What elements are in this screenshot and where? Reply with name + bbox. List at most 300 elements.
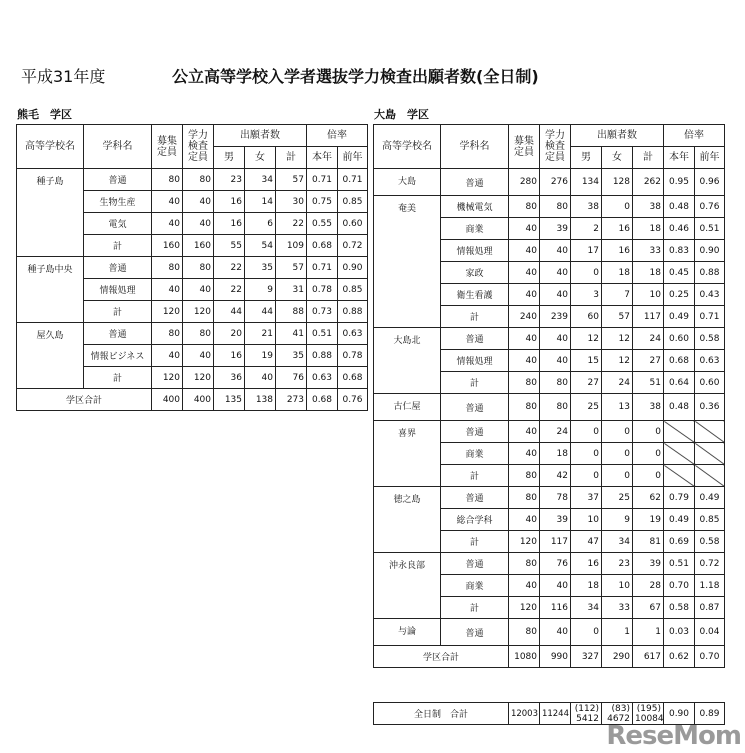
district-total-cell: 327 [571,646,602,668]
district-total-cell: 400 [183,389,214,411]
table-row [374,394,725,421]
district-total-this-year: 0.62 [664,646,695,668]
last-year-ratio: 0.36 [695,394,725,421]
col-school: 高等学校名 [374,125,441,169]
table-row [17,169,368,191]
test-quota-cell: 80 [540,394,571,421]
table-row [17,323,368,345]
male-cell: 16 [214,191,245,213]
total-cell: 39 [633,553,664,575]
empty-diagonal-cell [695,443,725,465]
district-total-cell: 400 [152,389,183,411]
col-dept: 学科名 [441,125,509,169]
female-cell: 57 [602,306,633,328]
empty-diagonal-cell [695,465,725,487]
school-name: 与論 [374,619,441,646]
last-year-ratio: 0.68 [338,367,368,389]
last-year-ratio: 0.49 [695,487,725,509]
test-quota-cell: 39 [540,509,571,531]
test-quota-cell: 117 [540,531,571,553]
dept-name: 衛生看護 [441,284,509,306]
this-year-ratio: 0.68 [307,235,338,257]
test-quota-cell: 40 [183,279,214,301]
last-year-ratio: 0.88 [695,262,725,284]
test-quota-cell: 160 [183,235,214,257]
last-year-ratio: 0.58 [695,531,725,553]
grand-total-last-year: 0.89 [695,703,725,725]
male-cell: 22 [214,257,245,279]
this-year-ratio: 0.25 [664,284,695,306]
col-total: 計 [633,147,664,169]
male-cell: 10 [571,509,602,531]
total-cell: 262 [633,169,664,196]
female-cell: 25 [602,487,633,509]
female-value: 4672 [607,713,630,724]
test-quota-cell: 40 [183,345,214,367]
col-total: 計 [276,147,307,169]
male-cell: 60 [571,306,602,328]
last-year-ratio: 0.87 [695,597,725,619]
dept-name: 計 [84,235,152,257]
col-quota: 募集定員 [509,125,540,169]
this-year-ratio: 0.55 [307,213,338,235]
female-cell: 34 [602,531,633,553]
this-year-ratio: 0.75 [307,191,338,213]
district-total-cell: 138 [245,389,276,411]
test-quota-cell: 40 [540,328,571,350]
district-total-label: 学区合計 [17,389,152,411]
dept-name: 商業 [441,575,509,597]
total-cell: 35 [276,345,307,367]
col-male: 男 [571,147,602,169]
last-year-ratio: 0.72 [695,553,725,575]
female-cell: 0 [602,196,633,218]
test-quota-cell: 80 [540,196,571,218]
dept-name: 普通 [441,487,509,509]
district-total-label: 学区合計 [374,646,509,668]
school-name: 大島 [374,169,441,196]
grand-total-label: 全日制 合計 [374,703,509,725]
last-year-ratio: 0.85 [695,509,725,531]
empty-diagonal-cell [664,443,695,465]
total-cell: 19 [633,509,664,531]
this-year-ratio: 0.45 [664,262,695,284]
male-cell: 0 [571,262,602,284]
total-cell: 18 [633,262,664,284]
dept-name: 普通 [441,169,509,196]
total-cell: 1 [633,619,664,646]
female-cell: 24 [602,372,633,394]
quota-cell: 80 [509,487,540,509]
district-total-cell: 617 [633,646,664,668]
female-cell: 12 [602,350,633,372]
total-cell: 57 [276,257,307,279]
header-row [374,125,725,147]
total-cell: 117 [633,306,664,328]
test-quota-cell: 80 [183,323,214,345]
dept-name: 電気 [84,213,152,235]
total-cell: 38 [633,394,664,421]
col-test-quota: 学力検査定員 [183,125,214,169]
female-cell: 18 [602,262,633,284]
female-cell: 6 [245,213,276,235]
col-applicants: 出願者数 [214,125,307,147]
quota-cell: 80 [509,465,540,487]
test-quota-cell: 40 [183,213,214,235]
dept-name: 計 [441,597,509,619]
col-last-year: 前年 [338,147,368,169]
district-total-cell: 1080 [509,646,540,668]
test-quota-cell: 42 [540,465,571,487]
table-row [374,487,725,509]
female-cell: 0 [602,465,633,487]
last-year-ratio: 0.51 [695,218,725,240]
female-cell: 54 [245,235,276,257]
this-year-ratio: 0.51 [664,553,695,575]
dept-name: 計 [84,367,152,389]
school-name: 屋久島 [17,323,84,389]
district-total-this-year: 0.68 [307,389,338,411]
male-cell: 37 [571,487,602,509]
this-year-ratio: 0.78 [307,279,338,301]
last-year-ratio: 0.63 [338,323,368,345]
district-total-last-year: 0.70 [695,646,725,668]
dept-name: 情報処理 [441,350,509,372]
test-quota-cell: 120 [183,301,214,323]
test-quota-cell: 76 [540,553,571,575]
this-year-ratio: 0.63 [307,367,338,389]
female-cell: 9 [245,279,276,301]
male-cell: 25 [571,394,602,421]
quota-cell: 40 [509,509,540,531]
year-label: 平成31年度 [21,67,106,86]
this-year-ratio: 0.71 [307,169,338,191]
last-year-ratio: 0.96 [695,169,725,196]
quota-cell: 40 [152,345,183,367]
male-cell: 22 [214,279,245,301]
this-year-ratio: 0.51 [307,323,338,345]
last-year-ratio: 0.04 [695,619,725,646]
this-year-ratio: 0.71 [307,257,338,279]
female-cell: 1 [602,619,633,646]
school-name: 喜界 [374,421,441,487]
last-year-ratio: 0.78 [338,345,368,367]
test-quota-cell: 39 [540,218,571,240]
male-cell: 16 [571,553,602,575]
male-cell: 18 [571,575,602,597]
last-year-ratio: 0.88 [338,301,368,323]
last-year-ratio: 0.71 [338,169,368,191]
col-dept: 学科名 [84,125,152,169]
quota-cell: 40 [152,279,183,301]
total-cell: 27 [633,350,664,372]
this-year-ratio: 0.83 [664,240,695,262]
male-cell: 36 [214,367,245,389]
total-cell: 38 [633,196,664,218]
dept-name: 計 [84,301,152,323]
col-applicants: 出願者数 [571,125,664,147]
total-cell: 0 [633,421,664,443]
total-cell: 62 [633,487,664,509]
oshima-district-table [373,124,725,668]
grand-total-quota: 12003 [509,703,540,725]
total-cell: 18 [633,218,664,240]
male-cell: 44 [214,301,245,323]
male-cell: 0 [571,421,602,443]
dept-name: 情報ビジネス [84,345,152,367]
test-quota-cell: 276 [540,169,571,196]
test-quota-cell: 40 [540,240,571,262]
col-test-quota: 学力検査定員 [540,125,571,169]
dept-name: 計 [441,306,509,328]
dept-name: 総合学科 [441,509,509,531]
district-total-cell: 273 [276,389,307,411]
test-quota-cell: 80 [183,257,214,279]
female-cell: 16 [602,240,633,262]
male-cell: 0 [571,443,602,465]
dept-name: 普通 [84,169,152,191]
dept-name: 普通 [441,328,509,350]
test-quota-cell: 40 [183,191,214,213]
quota-cell: 80 [152,169,183,191]
school-name: 奄美 [374,196,441,328]
school-name: 大島北 [374,328,441,394]
last-year-ratio: 0.85 [338,279,368,301]
total-cell: 28 [633,575,664,597]
table-row [374,619,725,646]
dept-name: 計 [441,531,509,553]
quota-cell: 40 [509,421,540,443]
district-total-row [17,389,368,411]
male-cell: 134 [571,169,602,196]
col-ratio: 倍率 [307,125,368,147]
female-prev-value: (83) [611,703,630,714]
this-year-ratio: 0.95 [664,169,695,196]
male-prev-value: (112) [574,703,599,714]
female-cell: 21 [245,323,276,345]
district-total-cell: 290 [602,646,633,668]
quota-cell: 120 [152,367,183,389]
table-row [374,196,725,218]
male-cell: 15 [571,350,602,372]
grand-total-this-year: 0.90 [664,703,695,725]
district-total-last-year: 0.76 [338,389,368,411]
district-label-oshima: 大島 学区 [374,108,429,121]
male-cell: 17 [571,240,602,262]
total-cell: 57 [276,169,307,191]
table-row [374,553,725,575]
dept-name: 普通 [84,257,152,279]
quota-cell: 80 [152,323,183,345]
quota-cell: 40 [152,191,183,213]
dept-name: 情報処理 [84,279,152,301]
female-cell: 9 [602,509,633,531]
empty-diagonal-cell [695,421,725,443]
male-cell: 12 [571,328,602,350]
school-name: 沖永良部 [374,553,441,619]
total-cell: 30 [276,191,307,213]
empty-diagonal-cell [664,421,695,443]
col-female: 女 [602,147,633,169]
test-quota-cell: 78 [540,487,571,509]
quota-cell: 40 [152,213,183,235]
female-cell: 14 [245,191,276,213]
female-cell: 19 [245,345,276,367]
this-year-ratio: 0.49 [664,306,695,328]
test-quota-cell: 116 [540,597,571,619]
quota-cell: 40 [509,218,540,240]
quota-cell: 40 [509,328,540,350]
this-year-ratio: 0.68 [664,350,695,372]
col-ratio: 倍率 [664,125,725,147]
dept-name: 普通 [441,619,509,646]
quota-cell: 40 [509,284,540,306]
last-year-ratio: 0.63 [695,350,725,372]
last-year-ratio: 0.71 [695,306,725,328]
this-year-ratio: 0.88 [307,345,338,367]
quota-cell: 40 [509,575,540,597]
col-this-year: 本年 [307,147,338,169]
table-row [374,169,725,196]
resemom-watermark-logo: ReseMom [606,721,741,751]
test-quota-cell: 40 [540,619,571,646]
kumage-district-table [16,124,368,411]
school-name: 種子島中央 [17,257,84,323]
dept-name: 商業 [441,443,509,465]
quota-cell: 80 [509,553,540,575]
empty-diagonal-cell [664,465,695,487]
female-cell: 128 [602,169,633,196]
district-total-cell: 990 [540,646,571,668]
dept-name: 普通 [441,421,509,443]
total-value: 10084 [635,713,664,724]
male-cell: 27 [571,372,602,394]
last-year-ratio: 0.58 [695,328,725,350]
last-year-ratio: 0.76 [695,196,725,218]
male-cell: 23 [214,169,245,191]
quota-cell: 120 [152,301,183,323]
female-cell: 23 [602,553,633,575]
grand-total-test-quota: 11244 [540,703,571,725]
male-cell: 55 [214,235,245,257]
male-cell: 20 [214,323,245,345]
female-cell: 0 [602,443,633,465]
total-cell: 76 [276,367,307,389]
district-total-row [374,646,725,668]
male-value: 5412 [576,713,599,724]
this-year-ratio: 0.58 [664,597,695,619]
male-cell: 0 [571,619,602,646]
dept-name: 機械電気 [441,196,509,218]
quota-cell: 80 [509,619,540,646]
table-row [374,328,725,350]
male-cell: 16 [214,213,245,235]
dept-name: 普通 [84,323,152,345]
col-female: 女 [245,147,276,169]
total-cell: 22 [276,213,307,235]
this-year-ratio: 0.03 [664,619,695,646]
total-cell: 88 [276,301,307,323]
last-year-ratio: 0.90 [695,240,725,262]
test-quota-cell: 40 [540,284,571,306]
dept-name: 計 [441,372,509,394]
test-quota-cell: 24 [540,421,571,443]
dept-name: 家政 [441,262,509,284]
this-year-ratio: 0.48 [664,394,695,421]
this-year-ratio: 0.48 [664,196,695,218]
female-cell: 13 [602,394,633,421]
last-year-ratio: 0.60 [695,372,725,394]
dept-name: 商業 [441,218,509,240]
male-cell: 38 [571,196,602,218]
header-row [17,125,368,147]
total-cell: 0 [633,443,664,465]
this-year-ratio: 0.64 [664,372,695,394]
female-cell: 40 [245,367,276,389]
this-year-ratio: 0.69 [664,531,695,553]
last-year-ratio: 0.72 [338,235,368,257]
total-cell: 67 [633,597,664,619]
test-quota-cell: 40 [540,262,571,284]
quota-cell: 80 [509,394,540,421]
female-cell: 12 [602,328,633,350]
school-name: 種子島 [17,169,84,257]
female-cell: 16 [602,218,633,240]
quota-cell: 160 [152,235,183,257]
test-quota-cell: 80 [540,372,571,394]
total-cell: 31 [276,279,307,301]
this-year-ratio: 0.46 [664,218,695,240]
dept-name: 計 [441,465,509,487]
male-cell: 34 [571,597,602,619]
male-cell: 16 [214,345,245,367]
quota-cell: 40 [509,350,540,372]
quota-cell: 80 [509,372,540,394]
dept-name: 普通 [441,394,509,421]
total-cell: 41 [276,323,307,345]
school-name: 徳之島 [374,487,441,553]
quota-cell: 240 [509,306,540,328]
this-year-ratio: 0.79 [664,487,695,509]
this-year-ratio: 0.70 [664,575,695,597]
test-quota-cell: 40 [540,575,571,597]
test-quota-cell: 40 [540,350,571,372]
male-cell: 2 [571,218,602,240]
dept-name: 情報処理 [441,240,509,262]
male-cell: 0 [571,465,602,487]
female-cell: 10 [602,575,633,597]
quota-cell: 80 [152,257,183,279]
last-year-ratio: 0.85 [338,191,368,213]
female-cell: 35 [245,257,276,279]
district-label-kumage: 熊毛 学区 [17,108,72,121]
quota-cell: 40 [509,240,540,262]
female-cell: 44 [245,301,276,323]
this-year-ratio: 0.73 [307,301,338,323]
table-row [17,257,368,279]
last-year-ratio: 0.60 [338,213,368,235]
total-cell: 51 [633,372,664,394]
total-cell: 24 [633,328,664,350]
total-cell: 81 [633,531,664,553]
quota-cell: 120 [509,531,540,553]
page-title: 公立高等学校入学者選抜学力検査出願者数(全日制) [172,67,539,86]
col-school: 高等学校名 [17,125,84,169]
quota-cell: 40 [509,262,540,284]
col-this-year: 本年 [664,147,695,169]
total-cell: 33 [633,240,664,262]
quota-cell: 80 [509,196,540,218]
